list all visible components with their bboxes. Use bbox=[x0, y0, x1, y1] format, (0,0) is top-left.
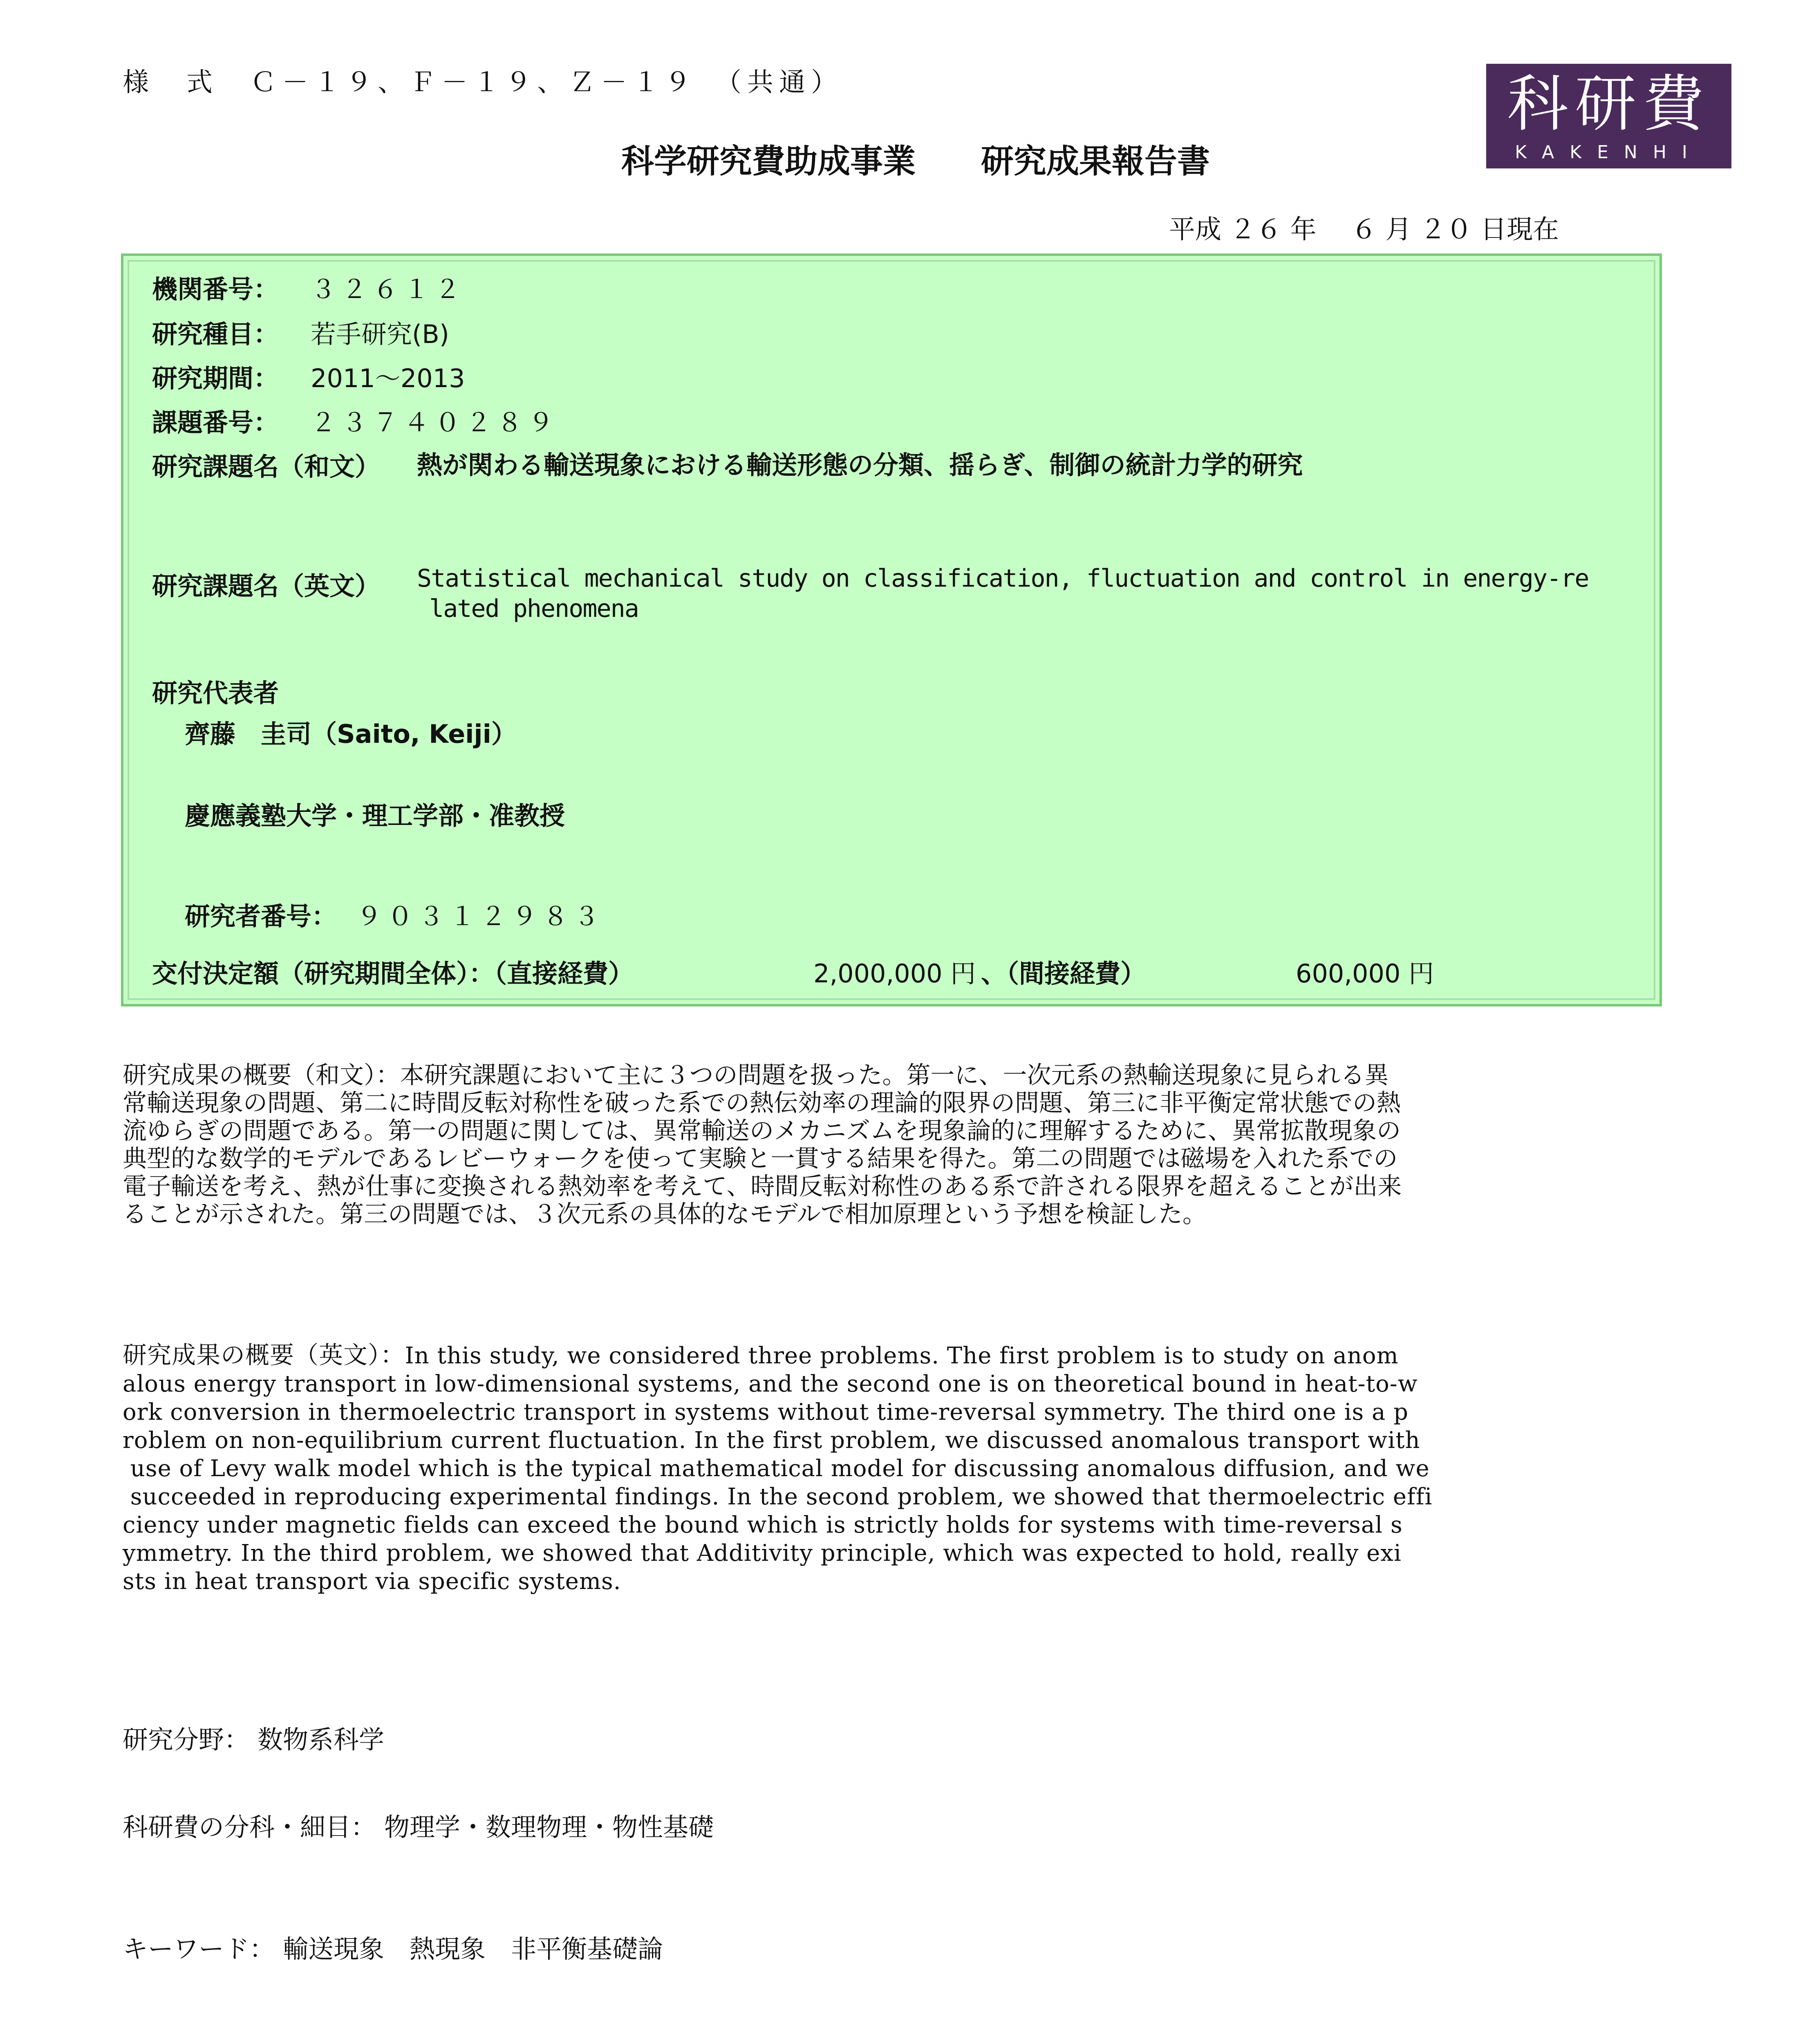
period-label: 研究期間： bbox=[152, 363, 279, 393]
affiliation: 慶應義塾大学・理工学部・准教授 bbox=[185, 801, 565, 831]
summary-en-line: ymmetry. In the third problem, we showed that Additivity principle, which was expected to hold, really exi bbox=[123, 1540, 1402, 1567]
summary-ja-line: ることが示された。第三の問題では、３次元系の具体的なモデルで相加原理という予想を検証した。 bbox=[123, 1200, 1207, 1228]
kakenhi-subject-label: 科研費の分科・細目： bbox=[123, 1812, 376, 1842]
summary-en-label: 研究成果の概要（英文）： bbox=[123, 1341, 405, 1369]
report-title: 科学研究費助成事業 研究成果報告書 bbox=[621, 142, 1210, 180]
summary-en bbox=[123, 1341, 1680, 1596]
title-en-line-2: lated phenomena bbox=[429, 594, 638, 623]
category-label: 研究種目： bbox=[152, 319, 279, 349]
project-number-value: ２３７４０２８９ bbox=[311, 408, 560, 437]
researcher-number-value: ９０３１２９８３ bbox=[356, 901, 605, 931]
research-field-label: 研究分野： bbox=[123, 1725, 250, 1755]
logo-kanji: 科研費 bbox=[1507, 69, 1711, 140]
keywords bbox=[123, 1929, 663, 1965]
summary-en-line: use of Levy walk model which is the typical mathematical model for discussing anomalous diffusion, and we bbox=[123, 1455, 1430, 1482]
grant-indirect-label: 、（間接経費） bbox=[981, 959, 1146, 988]
grant-indirect-value: 600,000 円 bbox=[1296, 959, 1434, 988]
summary-en-line: roblem on non-equilibrium current fluctuation. In the first problem, we discussed anomalous transport with bbox=[123, 1427, 1420, 1454]
kakenhi-subject-value: 物理学・数理物理・物性基礎 bbox=[384, 1812, 714, 1842]
summary-ja-line: 本研究課題において主に３つの問題を扱った。第一に、一次元系の熱輸送現象に見られる異 bbox=[400, 1061, 1389, 1089]
title-en-label: 研究課題名（英文） bbox=[152, 571, 381, 601]
keywords-label: キーワード： bbox=[123, 1934, 275, 1964]
summary-en-line: ciency under magnetic fields can exceed the bound which is strictly holds for systems with time-reversal s bbox=[123, 1512, 1403, 1538]
summary-en-line: sts in heat transport via specific systems. bbox=[123, 1568, 621, 1595]
summary-ja-label: 研究成果の概要（和文）： bbox=[123, 1061, 400, 1089]
summary-ja bbox=[123, 1061, 1680, 1228]
kakenhi-logo bbox=[1486, 64, 1731, 168]
title-ja-value: 熱が関わる輸送現象における輸送形態の分類、揺らぎ、制御の統計力学的研究 bbox=[417, 450, 1303, 480]
summary-en-line: alous energy transport in low-dimensional systems, and the second one is on theoretical bound in heat-to-w bbox=[123, 1371, 1418, 1397]
form-code: 様 式 Ｃ－１９、Ｆ－１９、Ｚ－１９ （共通） bbox=[123, 67, 843, 98]
summary-ja-line: 流ゆらぎの問題である。第一の問題に関しては、異常輸送のメカニズムを現象論的に理解するために、異常拡散現象の bbox=[123, 1116, 1401, 1145]
period-value: 2011～2013 bbox=[311, 363, 465, 393]
summary-ja-line: 電子輸送を考え、熱が仕事に変換される熱効率を考えて、時間反転対称性のある系で許される限界を超えることが出来 bbox=[123, 1172, 1402, 1200]
researcher-number-label: 研究者番号： bbox=[185, 901, 337, 931]
kakenhi-subject bbox=[123, 1807, 714, 1843]
representative-label: 研究代表者 bbox=[152, 678, 279, 708]
summary-en-line: succeeded in reproducing experimental findings. In the second problem, we showed that thermoelectric effi bbox=[123, 1484, 1433, 1510]
title-en-line-1: Statistical mechanical study on classification, fluctuation and control in energy-re bbox=[417, 564, 1589, 593]
title-ja-label: 研究課題名（和文） bbox=[152, 452, 381, 482]
institution-value: ３２６１２ bbox=[311, 274, 466, 304]
logo-roman: KAKENHI bbox=[1515, 142, 1703, 163]
keywords-value: 輸送現象 熱現象 非平衡基礎論 bbox=[283, 1934, 663, 1964]
institution-label: 機関番号： bbox=[152, 274, 279, 304]
project-number-label: 課題番号： bbox=[152, 408, 279, 437]
summary-ja-line: 典型的な数学的モデルであるレビーウォークを使って実験と一貫する結果を得た。第二の問題では磁場を入れた系での bbox=[123, 1144, 1398, 1172]
report-date: 平成 ２６ 年 ６ 月 ２０ 日現在 bbox=[1169, 215, 1559, 245]
grant-direct-value: 2,000,000 円 bbox=[813, 959, 976, 988]
summary-ja-line: 常輸送現象の問題、第二に時間反転対称性を破った系での熱伝効率の理論的限界の問題、第三に非平衡定常状態での熱 bbox=[123, 1089, 1401, 1117]
summary-en-line: ork conversion in thermoelectric transport in systems without time-reversal symmetry. The third one is a p bbox=[123, 1399, 1409, 1425]
summary-en-line: In this study, we considered three problems. The first problem is to study on anom bbox=[405, 1342, 1399, 1369]
category-value: 若手研究(B) bbox=[311, 319, 449, 349]
research-field bbox=[123, 1719, 384, 1756]
grant-label: 交付決定額（研究期間全体）：（直接経費） bbox=[152, 959, 634, 988]
research-field-value: 数物系科学 bbox=[258, 1725, 385, 1755]
representative-name: 齊藤 圭司（Saito, Keiji） bbox=[185, 719, 517, 749]
